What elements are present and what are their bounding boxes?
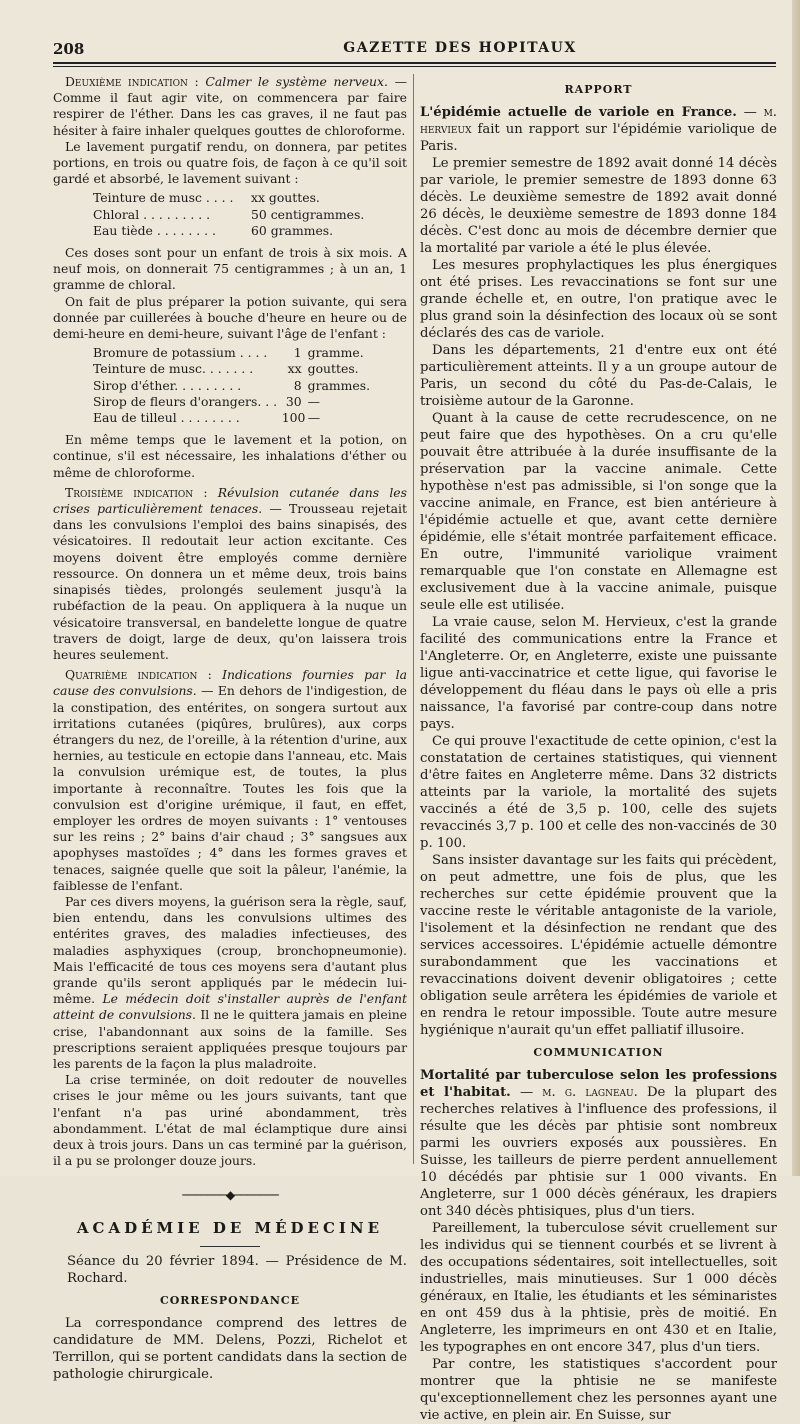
ingredient: Teinture de musc . . . .	[93, 190, 234, 206]
paragraph: Les mesures prophylactiques les plus énergiques ont été prises. Les revaccinations se font sur une grande échelle et, en outre, l'on pratique avec le plus grand soin la désinfection des locaux où se sont déclarés des cas de variole.	[420, 258, 777, 342]
page-header	[0, 0, 800, 70]
dose: 50 centigrammes.	[251, 206, 365, 222]
paragraph	[420, 1067, 777, 1220]
page-number: 208	[53, 40, 85, 58]
page-edge	[792, 0, 800, 1176]
author: — m. hervieux	[420, 105, 777, 138]
paragraph: Le premier semestre de 1892 avait donné 14 décès par variole, le premier semestre de 1893 donne 63 décès. Le deuxième semestre de 1892 avait donné 26 décès, le deuxième semestre de 1893 donne 184 décès. C'est donc au mois de décembre dernier que la mortalité par variole a été le plus élevée.	[420, 156, 777, 257]
column-divider	[413, 74, 414, 1164]
indication-title: Indications fournies par la cause des convulsions.	[53, 667, 407, 699]
paragraph: En même temps que le lavement et la potion, on continue, s'il est nécessaire, les inhalations d'éther ou même de chloroforme.	[53, 432, 407, 480]
unit: grammes.	[307, 377, 371, 393]
paragraph	[53, 894, 407, 1072]
paragraph: La correspondance comprend des lettres de candidature de MM. Delens, Pozzi, Richelot et Terrillon, qui se portent candidats dans la section de pathologie chirurgicale.	[53, 1316, 407, 1383]
prescription-row	[93, 378, 407, 394]
short-rule	[200, 1246, 260, 1247]
paragraph: Troisième indication : Révulsion cutanée dans les crises particulièrement tenaces. — Trousseau rejetait dans les convulsions l'emploi des bains sinapisés, des vésicatoires. Il redoutait leur action excitante. Ces moyens doivent être employés comme dernière ressource. On donnera un et même deux, trois bains sinapisés tièdes, prolongés seulement jusqu'à la rubéfaction de la peau. On appliquera à la nuque un vésicatoire transversal, en bandelette longue de quatre travers de doigt, large de deux, qu'on laissera trois heures seulement.	[53, 484, 407, 662]
dose: 30	[285, 393, 302, 409]
paragraph: Le lavement purgatif rendu, on donnera, par petites portions, en trois ou quatre fois, de façon à ce qu'il soit gardé et absorbé, le lavement suivant :	[53, 138, 407, 187]
right-column	[420, 74, 777, 1424]
prescription-row	[93, 361, 407, 377]
prescription-row	[93, 345, 407, 361]
paragraph: On fait de plus préparer la potion suivante, qui sera donnée par cuillerées à bouche d'heure en heure ou de demi-heure en demi-heure, suivant l'âge de l'enfant :	[53, 293, 407, 342]
indication-label: Troisième indication	[65, 484, 194, 500]
ornament-divider: ───────◆───────	[182, 1188, 278, 1203]
ingredient: Chloral . . . . . . . . .	[93, 206, 211, 222]
paragraph: Sans insister davantage sur les faits qui précèdent, on peut admettre, une fois de plus, que les recherches sur cette épidémie prouvent que la vaccine reste le véritable antagoniste de la variole, l'isolement et la désinfection ne rendant que des services accessoires. L'épidémie actuelle démontre surabondamment que les vaccinations et revaccinations doivent devenir obligatoires ; cette obligation seule arrêtera les épidémies de variole et en rendra le retour impossible. Toute autre mesure hygiénique n'aurait qu'un effet palliatif illusoire.	[420, 853, 777, 1039]
academy-heading: ACADÉMIE DE MÉDECINE	[76, 1218, 384, 1237]
paragraph-text: fait un rapport sur l'épidémie variolique de Paris.	[420, 122, 777, 155]
left-column	[53, 74, 407, 1383]
prescription-list	[93, 345, 407, 426]
dose: 8	[293, 377, 302, 393]
prescription-row	[93, 394, 407, 410]
section-heading: COMMUNICATION	[533, 1046, 664, 1060]
session-line: Séance du 20 février 1894. — Présidence de M. Rochard.	[67, 1253, 407, 1286]
prescription-row	[93, 207, 407, 223]
italic-text: Le médecin doit s'installer auprès de l'enfant atteint de convulsions.	[53, 991, 407, 1023]
ingredient: Bromure de potassium . . . .	[93, 345, 268, 361]
indication-label: Quatrième indication	[65, 667, 198, 683]
paragraph-text: De la plupart des recherches relatives à l'influence des professions, il résulte que les décès par phtisie sont nombreux parmi les ouvriers exposés aux poussières. En Suisse, les tailleurs de pierre perdent annuellement 10 décédés par phtisie sur 1 000 vivants. En Angleterre, sur 1 000 décès généraux, les drapiers ont 340 décès phtisiques, plus d'un tiers.	[420, 1085, 777, 1220]
paragraph: Pareillement, la tuberculose sévit cruellement sur les individus qui se tiennent courbés et se livrent à des occupations sédentaires, soit intellectuelles, soit industrielles, mais minutieuses. Sur 1 000 décès généraux, en Italie, les étudiants et les séminaristes en ont 459 dus à la phtisie, près de moitié. En Angleterre, les imprimeurs en ont 430 et en Italie, les typographes en ont encore 347, plus d'un tiers.	[420, 1221, 777, 1356]
ingredient: Eau de tilleul . . . . . . . .	[93, 410, 240, 426]
section-heading: CORRESPONDANCE	[159, 1293, 301, 1307]
dose: 60 grammes.	[251, 222, 334, 238]
article-title: Mortalité par tuberculose selon les professions et l'habitat.	[420, 1068, 777, 1101]
unit: gramme.	[307, 345, 364, 361]
prescription-list	[93, 190, 407, 239]
indication-title: Calmer le système nerveux.	[205, 74, 388, 89]
dose: 1	[293, 345, 302, 361]
unit: —	[307, 410, 321, 426]
article-title: L'épidémie actuelle de variole en France.	[420, 105, 737, 121]
paragraph: Quatrième indication : Indications fournies par la cause des convulsions. — En dehors de l'indigestion, de la constipation, des entérites, on songera surtout aux irritations cutanées (piqûres, brulûres), aux corps étrangers du nez, de l'oreille, à la rétention d'urine, aux hernies, au testicule en ectopie dans l'anneau, etc. Mais la convulsion urémique est, de toutes, la plus importante à reconnaître. Toutes les fois que la convulsion est d'origine urémique, il faut, en effet, employer les ordres de moyen suivants : 1° ventouses sur les reins ; 2° bains d'air chaud ; 3° sangsues aux apophyses mastoïdes ; 4° dans les formes graves et tenaces, saignée quelle que soit la pâleur, l'anémie, la faiblesse de l'enfant.	[53, 667, 407, 893]
prescription-row	[93, 190, 407, 206]
paragraph-text: — Comme il faut agir vite, on commencera par faire respirer de l'éther. Dans les cas graves, il ne faut pas hésiter à faire inhaler quelques gouttes de chloroforme.	[53, 74, 407, 138]
paragraph: Dans les départements, 21 d'entre eux ont été particulièrement atteints. Il y a un groupe autour de Paris, un second du côté du Pas-de-Calais, le troisième autour de la Garonne.	[420, 343, 777, 410]
header-rule-thick	[53, 62, 776, 64]
unit: gouttes.	[307, 361, 359, 377]
paragraph-text: — En dehors de l'indigestion, de la constipation, des entérites, on songera surtout aux irritations cutanées (piqûres, brulûres), aux corps étrangers du nez, de l'oreille, à la rétention d'urine, aux hernies, au testicule en ectopie dans l'anneau, etc. Mais la convulsion urémique est, de toutes, la plus importante à reconnaître. Toutes les fois que la convulsion est d'origine urémique, il faut, en effet, employer les ordres de moyen suivants : 1° ventouses sur les reins ; 2° bains d'air chaud ; 3° sangsues aux apophyses mastoïdes ; 4° dans les formes graves et tenaces, saignée quelle que soit la pâleur, l'anémie, la faiblesse de l'enfant.	[53, 683, 407, 893]
paragraph-text: Par ces divers moyens, la guérison sera la règle, sauf, bien entendu, dans les convulsions ultimes des entérites graves, des maladies infectieuses, des maladies asphyxiques (croup, bronchopneumonie). Mais l'efficacité de tous ces moyens sera d'autant plus grande qu'ils seront appliqués par le médecin lui-même.	[53, 893, 407, 1007]
dose: xx gouttes.	[251, 190, 320, 206]
ingredient: Sirop de fleurs d'orangers. . .	[93, 393, 278, 409]
prescription-row	[93, 410, 407, 426]
dose: xx	[287, 361, 302, 377]
paragraph: Ces doses sont pour un enfant de trois à six mois. A neuf mois, on donnerait 75 centigrammes ; à un an, 1 gramme de chloral.	[53, 245, 407, 293]
paragraph	[420, 104, 777, 155]
paragraph: La vraie cause, selon M. Hervieux, c'est la grande facilité des communications entre la France et l'Angleterre. Or, en Angleterre, existe une puissante ligue anti-vaccinatrice et cette ligue, qui favorise le développement du fléau dans le pays où elle a pris naissance, l'a favorisé par contre-coup dans notre pays.	[420, 615, 777, 733]
header-rule-thin	[53, 66, 776, 67]
paragraph-text: — Trousseau rejetait dans les convulsions l'emploi des bains sinapisés, des vésicatoires. Il redoutait leur action excitante. Ces moyens doivent être employés comme dernière ressource. On donnera un et même deux, trois bains sinapisés tièdes, prolongés seulement jusqu'à la rubéfaction de la peau. On appliquera à la nuque un vésicatoire transversal, en bandelette longue de quatre travers de doigt, large de deux, qu'on laissera trois heures seulement.	[53, 501, 407, 662]
paragraph: Quant à la cause de cette recrudescence, on ne peut faire que des hypothèses. On a cru qu'elle pouvait être attribuée à la durée insuffisante de la préservation par la vaccine animale. Cette hypothèse n'est pas admissible, si l'on songe que la vaccine animale, en France, est bien antérieure à l'épidémie actuelle et que, avant cette dernière épidémie, elle s'était montrée parfaitement efficace. En outre, l'immunité variolique vraiment remarquable que l'on constate en Allemagne est exclusivement due à la vaccine animale, puisque seule elle est utilisée.	[420, 411, 777, 614]
paragraph: Deuxième indication : Calmer le système nerveux. — Comme il faut agir vite, on commencera par faire respirer de l'éther. Dans les cas graves, il ne faut pas hésiter à faire inhaler quelques gouttes de chloroforme.	[53, 74, 407, 138]
paragraph: La crise terminée, on doit redouter de nouvelles crises le jour même ou les jours suivants, tant que l'enfant n'a pas uriné abondamment, très abondamment. L'état de mal éclamptique dure ainsi deux à trois jours. Dans un cas terminé par la guérison, il a pu se prolonger douze jours.	[53, 1072, 407, 1169]
journal-title: GAZETTE DES HOPITAUX	[343, 40, 577, 56]
section-heading: RAPPORT	[564, 83, 633, 96]
dose: 100	[281, 410, 306, 426]
ingredient: Sirop d'éther. . . . . . . . .	[93, 377, 242, 393]
indication-label: Deuxième indication	[65, 74, 188, 89]
paragraph: Par contre, les statistiques s'accordent pour montrer que la phtisie ne se manifeste qu'exceptionnellement chez les personnes ayant une vie active, en plein air. En Suisse, sur	[420, 1357, 777, 1424]
prescription-row	[93, 223, 407, 239]
author: — m. g. lagneau.	[510, 1085, 638, 1101]
unit: —	[307, 393, 321, 409]
paragraph: Ce qui prouve l'exactitude de cette opinion, c'est la constatation de certaines statistiques, qui viennent d'être faites en Angleterre même. Dans 32 districts atteints par la variole, la mortalité des sujets vaccinés a été de 3,5 p. 100, celle des sujets revaccinés 3,7 p. 100 et celle des non-vaccinés de 30 p. 100.	[420, 734, 777, 852]
ingredient: Teinture de musc. . . . . . .	[93, 361, 254, 377]
paragraph-text: Il ne le quittera jamais en pleine crise, l'abandonnant aux soins de la famille. Ses prescriptions seraient appliquées presque toujours par les parents de la façon la plus maladroite.	[53, 1007, 408, 1071]
ingredient: Eau tiède . . . . . . . .	[93, 222, 216, 238]
indication-title: Révulsion cutanée dans les crises particulièrement tenaces.	[53, 484, 407, 517]
